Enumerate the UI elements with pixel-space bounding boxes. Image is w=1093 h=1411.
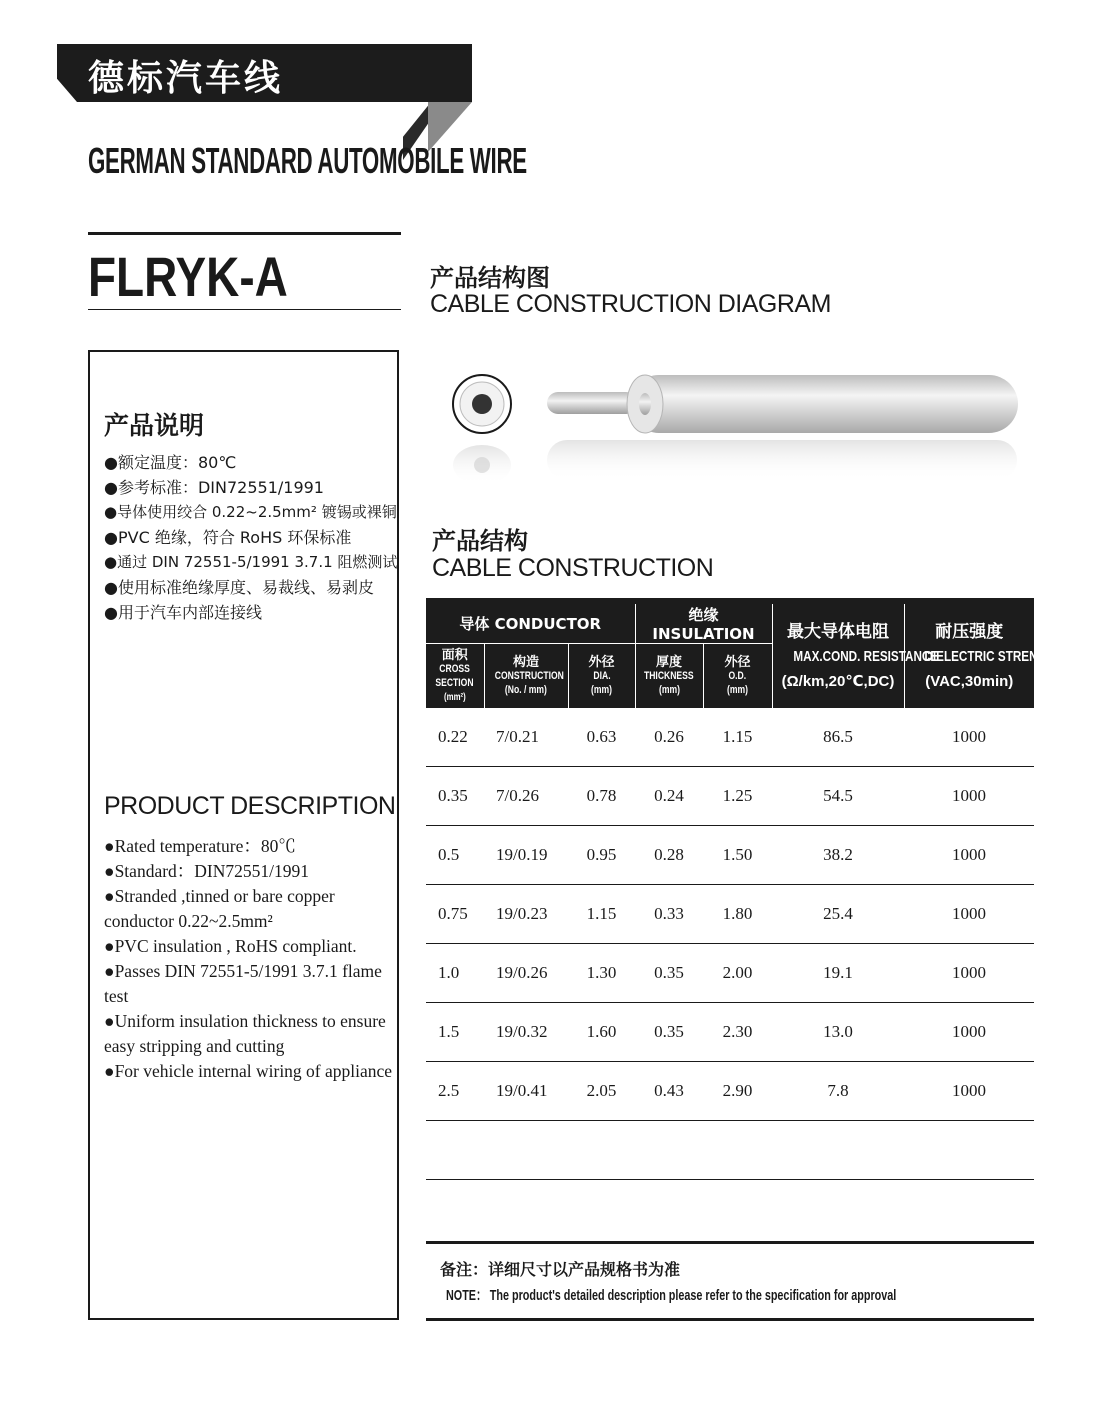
table-row (426, 944, 1034, 1003)
table-cell: 25.4 (772, 885, 904, 944)
model-top-rule (88, 232, 401, 235)
description-item-cn: ● 使用标准绝缘厚度、易裁线、易剥皮 (104, 575, 394, 600)
table-cell: 7/0.26 (484, 767, 568, 826)
construction-heading-cn: 产品结构 (432, 527, 528, 555)
col-construction: 构造 CONSTRUCTION (No. / mm) (484, 644, 568, 709)
cross-section-icon (453, 375, 511, 485)
table-cell: 2.5 (426, 1062, 484, 1121)
table-cell: 2.90 (703, 1062, 772, 1121)
table-cell: 0.26 (635, 708, 703, 767)
table-cell: 0.5 (426, 826, 484, 885)
table-cell: 1.80 (703, 885, 772, 944)
table-cell: 0.22 (426, 708, 484, 767)
table-cell: 1000 (904, 767, 1034, 826)
table-cell: 0.43 (635, 1062, 703, 1121)
description-item-cn: ● 通过 DIN 72551-5/1991 3.7.1 阻燃测试 (104, 550, 394, 575)
page-title-en: GERMAN STANDARD AUTOMOBILE WIRE (88, 140, 527, 181)
table-cell: 1.5 (426, 1003, 484, 1062)
col-dia: 外径 DIA. (mm) (568, 644, 635, 709)
table-cell: 1.30 (568, 944, 635, 1003)
table-cell: 2.05 (568, 1062, 635, 1121)
table-cell: 19/0.26 (484, 944, 568, 1003)
table-cell: 1.15 (568, 885, 635, 944)
col-cross-section: 面积 CROSS SECTION (mm²) (426, 644, 484, 709)
table-cell: 1000 (904, 944, 1034, 1003)
table-row (426, 1003, 1034, 1062)
table-cell: 1000 (904, 826, 1034, 885)
table-cell: 1000 (904, 1003, 1034, 1062)
note-box (426, 1241, 1034, 1321)
table-row (426, 885, 1034, 944)
table-cell: 0.78 (568, 767, 635, 826)
note-en: NOTE： The product's detailed description please refer to the specification for approval (446, 1287, 897, 1304)
description-item-en: ● Standard：DIN72551/1991 (104, 859, 394, 884)
table-cell: 0.35 (635, 1003, 703, 1062)
diagram-heading-cn: 产品结构图 (430, 264, 550, 292)
group-conductor-header: 导体 CONDUCTOR (426, 604, 635, 644)
description-heading-en: PRODUCT DESCRIPTION (104, 792, 396, 820)
table-cell: 86.5 (772, 708, 904, 767)
table-cell: 0.35 (426, 767, 484, 826)
table-cell: 1.0 (426, 944, 484, 1003)
description-item-cn: ● PVC 绝缘，符合 RoHS 环保标准 (104, 525, 394, 550)
table-cell: 1.50 (703, 826, 772, 885)
page-title-cn: 德标汽车线 (88, 58, 284, 99)
table-cell: 54.5 (772, 767, 904, 826)
table-cell: 19.1 (772, 944, 904, 1003)
col-od: 外径 O.D. (mm) (703, 644, 772, 709)
note-cn: 备注：详细尺寸以产品规格书为准 (440, 1260, 681, 1279)
description-item-cn: ● 导体使用绞合 0.22~2.5mm² 镀锡或裸铜 (104, 500, 394, 525)
resistance-header: 最大导体电阻 MAX.COND. RESISTANCE (Ω/km,20℃,DC) (772, 604, 904, 708)
table-row (426, 826, 1034, 885)
model-bottom-rule (88, 309, 401, 310)
model-name: FLRYK-A (88, 245, 288, 308)
description-heading-cn: 产品说明 (104, 411, 205, 440)
table-cell: 7.8 (772, 1062, 904, 1121)
table-cell: 2.00 (703, 944, 772, 1003)
dielectric-header: 耐压强度 DIELECTRIC STRENGTH (VAC,30min) (904, 604, 1034, 708)
table-cell: 0.35 (635, 944, 703, 1003)
description-item-en: ● For vehicle internal wiring of appliance (104, 1059, 394, 1084)
table-cell: 0.63 (568, 708, 635, 767)
table-cell: 1000 (904, 885, 1034, 944)
group-insulation-header: 绝缘 INSULATION (635, 604, 772, 644)
cable-side-icon (547, 375, 1018, 480)
construction-table (426, 598, 1062, 1180)
table-cell: 1.25 (703, 767, 772, 826)
table-cell: 0.75 (426, 885, 484, 944)
table-cell: 0.33 (635, 885, 703, 944)
description-item-en: ● PVC insulation , RoHS compliant. (104, 934, 394, 959)
description-item-en: ● Rated temperature：80℃ (104, 834, 394, 859)
table-row (426, 767, 1034, 826)
description-list-cn (104, 450, 398, 625)
table-cell: 7/0.21 (484, 708, 568, 767)
table-row (426, 1062, 1034, 1121)
description-item-cn: ● 用于汽车内部连接线 (104, 600, 394, 625)
table-cell: 38.2 (772, 826, 904, 885)
table-cell: 19/0.23 (484, 885, 568, 944)
table-cell: 19/0.32 (484, 1003, 568, 1062)
table-cell: 0.24 (635, 767, 703, 826)
description-item-en: ● Passes DIN 72551-5/1991 3.7.1 flame test (104, 959, 394, 1009)
table-cell: 1000 (904, 1062, 1034, 1121)
construction-heading-en: CABLE CONSTRUCTION (432, 554, 714, 582)
description-list-en (104, 834, 394, 1084)
cable-diagram (440, 360, 1060, 490)
table-row (426, 708, 1034, 767)
diagram-heading-en: CABLE CONSTRUCTION DIAGRAM (430, 290, 831, 318)
table-cell: 13.0 (772, 1003, 904, 1062)
table-cell: 1000 (904, 708, 1034, 767)
description-item-en: ● Stranded ,tinned or bare copper conductor 0.22~2.5mm² (104, 884, 394, 934)
table-cell: 19/0.41 (484, 1062, 568, 1121)
col-thickness: 厚度 THICKNESS (mm) (635, 644, 703, 709)
description-item-cn: ● 参考标准：DIN72551/1991 (104, 475, 394, 500)
description-item-cn: ● 额定温度：80℃ (104, 450, 394, 475)
table-cell: 2.30 (703, 1003, 772, 1062)
table-row-empty (426, 1121, 1034, 1180)
table-cell: 0.28 (635, 826, 703, 885)
table-cell: 19/0.19 (484, 826, 568, 885)
table-cell: 0.95 (568, 826, 635, 885)
table-cell: 1.60 (568, 1003, 635, 1062)
table-cell: 1.15 (703, 708, 772, 767)
description-item-en: ● Uniform insulation thickness to ensure easy stripping and cutting (104, 1009, 394, 1059)
